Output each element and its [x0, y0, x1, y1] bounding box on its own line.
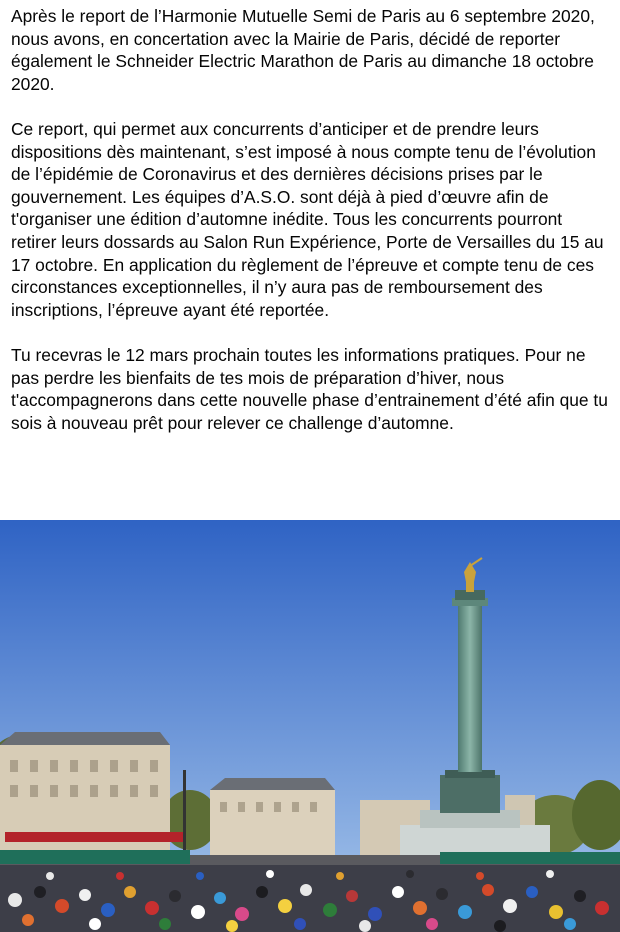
runner-crowd — [0, 865, 620, 932]
post-paragraph-2: Ce report, qui permet aux concurrents d’anticiper et de prendre leurs dispositions dès maintenant, s’est imposé à nous compte tenu de l’évolution de l’épidémie de Coronavirus et des dernières décisions prises par le gouvernement. Les équipes d’A.S.O. sont déjà à pied d’œuvre afin de t'organiser une édition d’automne inédite. Tous les concurrents pourront retirer leurs dossards au Salon Run Expérience, Porte de Versailles du 15 au 17 octobre. En application du règlement de l’épreuve et compte tenu de ces circonstances exceptionnelles, il n’y aura pas de remboursement des inscriptions, l’épreuve ayant été reportée. — [11, 118, 604, 320]
post-paragraph-1: Après le report de l’Harmonie Mutuelle Semi de Paris au 6 septembre 2020, nous avons, en concertation avec la Mairie de Paris, décidé de reporter également le Schneider Electric Marathon de Paris au dimanche 18 octobre 2020. — [11, 6, 595, 94]
post-paragraph-3: Tu recevras le 12 mars prochain toutes les informations pratiques. Pour ne pas perdre les bienfaits de tes mois de préparation d’hiver, nous t'accompagnerons dans cette nouvelle phase d’entrainement d’été afin que tu sois à nouveau prêt pour relever ce challenge d’automne. — [11, 344, 608, 433]
lamp-post — [183, 770, 186, 860]
cafe-awning — [5, 832, 185, 842]
post-text — [11, 5, 611, 434]
marathon-photo[interactable] — [0, 520, 620, 932]
